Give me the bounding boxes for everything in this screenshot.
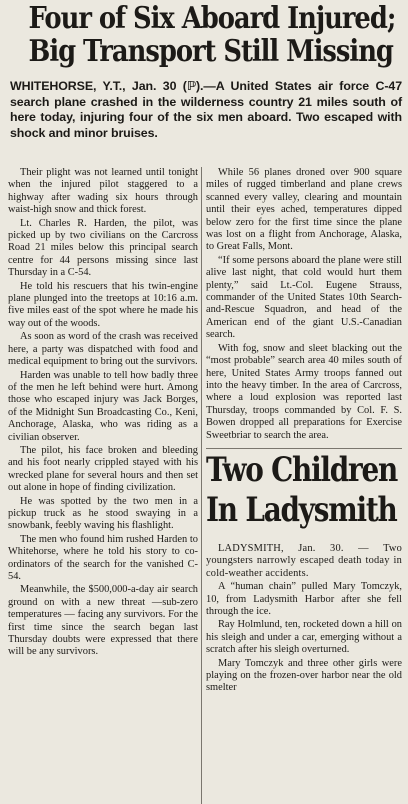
second-headline-line-2: In Ladysmith: [206, 489, 397, 530]
body-paragraph: Harden was unable to tell how badly three of the men he left behind were hurt. Among those who escaped injury was Jack Borges, of the Midnight Sun Broadcasting Co., Keni, Anchorage, Alaska, who was riding as a civilian observer.: [8, 369, 198, 443]
body-paragraph: Ray Holmlund, ten, rocketed down a hill on his sleigh and under a car, emerging without a scratch after his sleigh overturned.: [206, 619, 402, 656]
lead-paragraph: WHITEHORSE, Y.T., Jan. 30 (ℙ).—A United States air force C-47 search plane crashed in the wilderness country 21 miles south of here today, injuring four of the six men aboard. Two escaped with shock and minor bruises.: [10, 79, 402, 140]
left-column: [8, 167, 198, 804]
body-paragraph: The men who found him rushed Harden to Whitehorse, where he told his story to co-ordinators of the search for the vanished C-54.: [8, 533, 198, 582]
article-columns: [0, 167, 408, 804]
body-paragraph: The pilot, his face broken and bleeding and his foot nearly crippled stayed with his wrecked plane for several hours and then set out alone in hope of finding civilization.: [8, 444, 198, 494]
body-paragraph: He was spotted by the two men in a pickup truck as he stood swaying in a snowbank, feebly waving his flashlight.: [8, 495, 198, 532]
second-headline-line-1: Two Children: [206, 449, 398, 490]
body-paragraph: Lt. Charles R. Harden, the pilot, was picked up by two civilians on the Carcross Road 21 miles below this principal search centre for 44 persons missing since last Thursday in a C-54.: [8, 217, 198, 279]
headline-line-1: Four of Six Aboard Injured;: [28, 1, 396, 36]
body-paragraph: A “human chain” pulled Mary Tomczyk, 10, from Ladysmith Harbor after she fell through the ice.: [206, 581, 402, 617]
body-paragraph: Their plight was not learned until tonight when the injured pilot staggered to a highway after wading six hours through waist-high snow and thick forest.: [8, 167, 198, 216]
body-paragraph: As soon as word of the crash was received here, a party was dispatched with food and medical equipment to bring out the survivors.: [8, 331, 198, 368]
headline-line-2: Big Transport Still Missing: [28, 34, 393, 69]
body-paragraph: With fog, snow and sleet blacking out the “most probable” search area 40 miles south of here, United States Army troops fanned out into the heavy timber. In the area of Carcross, where a loud explosion was reported last Thursday, troops commanded by Col. F. S. Bowen dropped all preparations for Exercise Sweetbriar to search the area.: [206, 342, 402, 441]
body-paragraph: Mary Tomczyk and three other girls were playing on the frozen-over harbor near the old smelter: [206, 657, 402, 694]
body-paragraph: He told his rescuers that his twin-engine plane plunged into the treetops at 10:16 a.m. five miles east of the spot where he made his way out of the woods.: [8, 280, 198, 329]
second-story-body: [206, 543, 402, 695]
right-column: [206, 167, 402, 804]
body-paragraph: While 56 planes droned over 900 square miles of rugged timberland and plane crews scanned every valley, clearing and mountain until their eyes ached, temperatures dipped below zero for the first time since the plane was lost on a flight from Anchorage, Alaska, to Great Falls, Mont.: [206, 167, 402, 253]
body-paragraph: LADYSMITH, Jan. 30. — Two youngsters narrowly escaped death today in cold-weather accidents.: [206, 542, 402, 579]
headline-block: [0, 0, 408, 73]
body-paragraph: Meanwhile, the $500,000-a-day air search ground on with a new threat —sub-zero temperatures — facing any survivors. For the first time since the search began last Thursday doubts were expressed that there will be any survivors.: [8, 584, 198, 658]
story-separator: [206, 448, 402, 449]
body-paragraph: “If some persons aboard the plane were still alive last night, that cold would hurt them plenty,” said Lt.-Col. Eugene Strauss, commander of the United States 10th Search-and-Rescue Squadron, and head of the American end of the giant U.S.-Canadian search.: [206, 254, 402, 341]
